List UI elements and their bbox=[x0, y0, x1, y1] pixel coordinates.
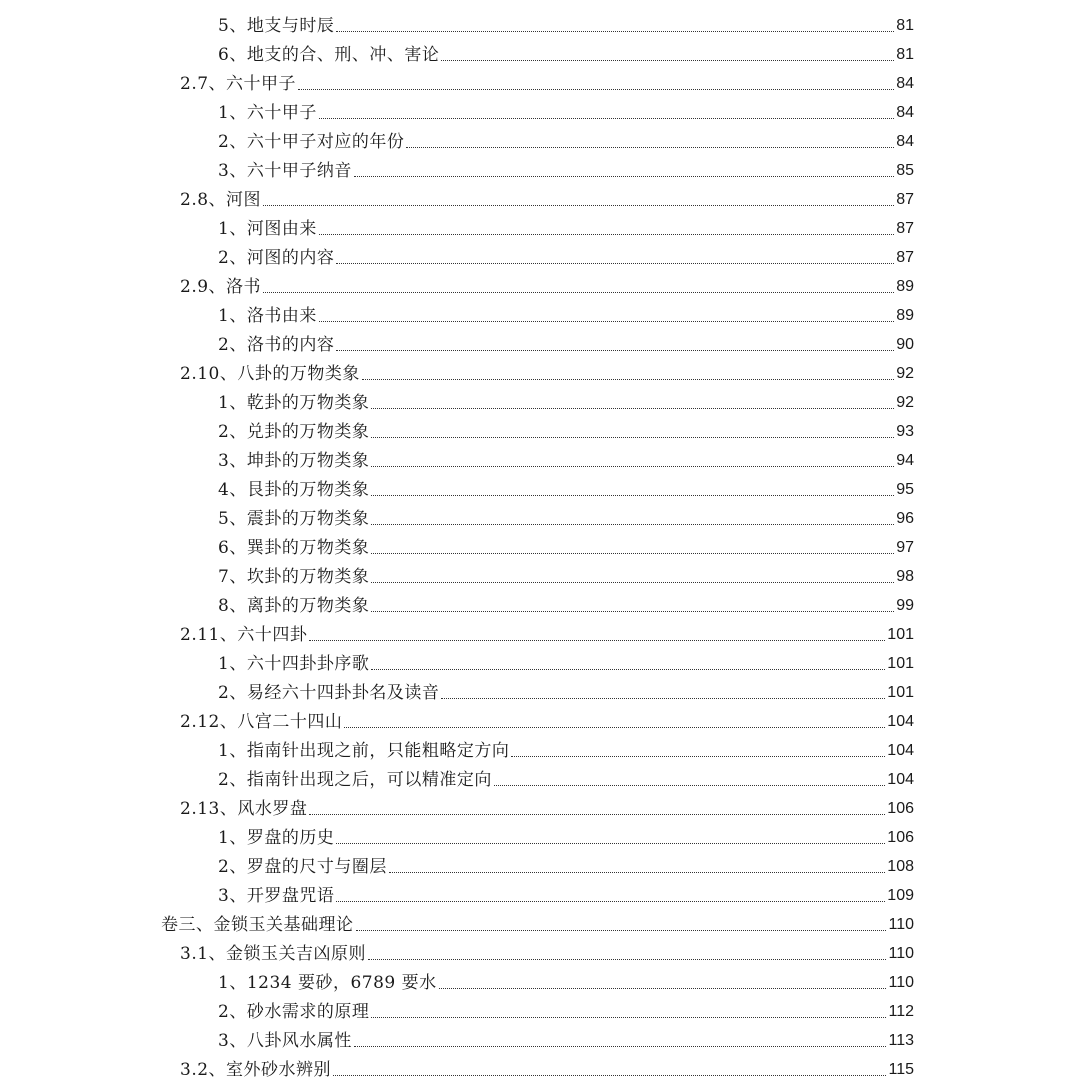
toc-entry-page-number: 101 bbox=[887, 684, 914, 701]
toc-entry-title: 1、1234 要砂，6789 要水 bbox=[218, 973, 437, 993]
toc-dot-leader bbox=[336, 263, 894, 264]
toc-dot-leader bbox=[389, 872, 885, 873]
toc-entry[interactable] bbox=[218, 878, 914, 907]
toc-entry[interactable] bbox=[218, 327, 914, 356]
toc-entry[interactable] bbox=[218, 414, 914, 443]
toc-entry-title: 1、指南针出现之前，只能粗略定方向 bbox=[218, 741, 510, 761]
toc-entry-title: 6、巽卦的万物类象 bbox=[218, 538, 370, 558]
toc-entry-title: 1、河图由来 bbox=[218, 219, 317, 239]
toc-entry-title: 3、坤卦的万物类象 bbox=[218, 451, 370, 471]
toc-entry-page-number: 84 bbox=[896, 75, 914, 92]
toc-entry[interactable] bbox=[180, 269, 914, 298]
toc-entry-page-number: 108 bbox=[887, 858, 914, 875]
toc-entry-page-number: 101 bbox=[887, 655, 914, 672]
toc-entry[interactable] bbox=[180, 936, 914, 965]
toc-entry-title: 5、地支与时辰 bbox=[218, 16, 335, 36]
toc-entry-page-number: 104 bbox=[887, 742, 914, 759]
toc-dot-leader bbox=[371, 408, 894, 409]
toc-dot-leader bbox=[362, 379, 894, 380]
toc-dot-leader bbox=[511, 756, 885, 757]
toc-entry-title: 3.2、室外砂水辨别 bbox=[180, 1060, 332, 1080]
toc-entry[interactable] bbox=[180, 617, 914, 646]
toc-entry[interactable] bbox=[218, 124, 914, 153]
toc-entry-page-number: 89 bbox=[896, 307, 914, 324]
toc-entry-page-number: 96 bbox=[896, 510, 914, 527]
toc-entry-page-number: 112 bbox=[888, 1003, 914, 1020]
toc-entry-page-number: 101 bbox=[887, 626, 914, 643]
toc-entry-title: 2.10、八卦的万物类象 bbox=[180, 364, 360, 384]
toc-entry[interactable] bbox=[218, 443, 914, 472]
toc-entry[interactable] bbox=[218, 994, 914, 1023]
toc-entry-title: 2、六十甲子对应的年份 bbox=[218, 132, 405, 152]
toc-dot-leader bbox=[319, 321, 894, 322]
toc-entry-title: 1、洛书由来 bbox=[218, 306, 317, 326]
toc-entry-title: 2、指南针出现之后，可以精准定向 bbox=[218, 770, 492, 790]
toc-dot-leader bbox=[263, 292, 894, 293]
toc-entry[interactable] bbox=[218, 849, 914, 878]
toc-entry-page-number: 106 bbox=[887, 829, 914, 846]
toc-entry-page-number: 85 bbox=[896, 162, 914, 179]
toc-entry-page-number: 110 bbox=[888, 974, 914, 991]
toc-entry-page-number: 97 bbox=[896, 539, 914, 556]
toc-entry[interactable] bbox=[218, 646, 914, 675]
toc-entry-page-number: 81 bbox=[896, 46, 914, 63]
toc-entry[interactable] bbox=[218, 95, 914, 124]
toc-entry[interactable] bbox=[180, 1052, 914, 1081]
toc-entry-title: 1、六十四卦卦序歌 bbox=[218, 654, 370, 674]
toc-dot-leader bbox=[441, 698, 885, 699]
toc-entry-title: 2.11、六十四卦 bbox=[180, 625, 308, 645]
toc-dot-leader bbox=[371, 553, 894, 554]
toc-entry-title: 3、开罗盘咒语 bbox=[218, 886, 335, 906]
toc-entry-title: 3、六十甲子纳音 bbox=[218, 161, 352, 181]
toc-entry-title: 2、河图的内容 bbox=[218, 248, 335, 268]
toc-entry-page-number: 89 bbox=[896, 278, 914, 295]
toc-entry[interactable] bbox=[218, 965, 914, 994]
toc-dot-leader bbox=[356, 930, 887, 931]
toc-dot-leader bbox=[439, 988, 887, 989]
toc-entry[interactable] bbox=[218, 211, 914, 240]
toc-entry[interactable] bbox=[180, 704, 914, 733]
toc-entry[interactable] bbox=[180, 791, 914, 820]
toc-dot-leader bbox=[494, 785, 885, 786]
toc-entry-page-number: 92 bbox=[896, 394, 914, 411]
toc-entry-page-number: 113 bbox=[888, 1032, 914, 1049]
toc-entry-title: 8、离卦的万物类象 bbox=[218, 596, 370, 616]
toc-dot-leader bbox=[263, 205, 894, 206]
toc-entry-title: 2、罗盘的尺寸与圈层 bbox=[218, 857, 387, 877]
toc-dot-leader bbox=[333, 1075, 886, 1076]
toc-entry-title: 5、震卦的万物类象 bbox=[218, 509, 370, 529]
toc-entry-page-number: 87 bbox=[896, 220, 914, 237]
toc-entry-title: 3.1、金锁玉关吉凶原则 bbox=[180, 944, 367, 964]
toc-dot-leader bbox=[368, 959, 886, 960]
toc-entry-title: 1、乾卦的万物类象 bbox=[218, 393, 370, 413]
toc-dot-leader bbox=[344, 727, 885, 728]
toc-entry-page-number: 104 bbox=[887, 771, 914, 788]
toc-entry[interactable] bbox=[218, 385, 914, 414]
toc-dot-leader bbox=[336, 31, 894, 32]
toc-entry-page-number: 104 bbox=[887, 713, 914, 730]
toc-entry[interactable] bbox=[180, 182, 914, 211]
toc-entry-title: 2.9、洛书 bbox=[180, 277, 262, 297]
toc-dot-leader bbox=[319, 234, 894, 235]
toc-entry[interactable] bbox=[218, 298, 914, 327]
toc-entry-page-number: 95 bbox=[896, 481, 914, 498]
toc-entry[interactable] bbox=[218, 1023, 914, 1052]
toc-entry-page-number: 98 bbox=[896, 568, 914, 585]
toc-entry[interactable] bbox=[180, 356, 914, 385]
toc-dot-leader bbox=[336, 843, 885, 844]
toc-entry-title: 2.8、河图 bbox=[180, 190, 262, 210]
toc-dot-leader bbox=[406, 147, 894, 148]
toc-entry-page-number: 94 bbox=[896, 452, 914, 469]
toc-entry[interactable] bbox=[218, 37, 914, 66]
toc-entry-page-number: 81 bbox=[896, 17, 914, 34]
toc-entry-title: 卷三、金锁玉关基础理论 bbox=[161, 915, 354, 935]
toc-entry-title: 3、八卦风水属性 bbox=[218, 1031, 352, 1051]
toc-entry-title: 2.7、六十甲子 bbox=[180, 74, 297, 94]
toc-entry-title: 2、易经六十四卦卦名及读音 bbox=[218, 683, 440, 703]
toc-entry[interactable] bbox=[218, 733, 914, 762]
toc-entry[interactable] bbox=[218, 588, 914, 617]
toc-dot-leader bbox=[371, 1017, 886, 1018]
toc-entry-title: 6、地支的合、刑、冲、害论 bbox=[218, 45, 440, 65]
toc-dot-leader bbox=[354, 176, 894, 177]
toc-dot-leader bbox=[336, 901, 885, 902]
toc-entry[interactable] bbox=[218, 559, 914, 588]
toc-dot-leader bbox=[371, 437, 894, 438]
toc-entry-title: 4、艮卦的万物类象 bbox=[218, 480, 370, 500]
toc-entry-page-number: 115 bbox=[888, 1061, 914, 1078]
toc-entry[interactable] bbox=[218, 472, 914, 501]
toc-dot-leader bbox=[371, 495, 894, 496]
toc-dot-leader bbox=[371, 466, 894, 467]
toc-entry-page-number: 84 bbox=[896, 104, 914, 121]
toc-entry-title: 1、罗盘的历史 bbox=[218, 828, 335, 848]
toc-entry-page-number: 87 bbox=[896, 191, 914, 208]
clipped-top-entry bbox=[218, 0, 914, 8]
toc-entry-title: 2.12、八宫二十四山 bbox=[180, 712, 343, 732]
toc-entry-page-number: 106 bbox=[887, 800, 914, 817]
toc-dot-leader bbox=[336, 350, 894, 351]
toc-entry[interactable] bbox=[218, 530, 914, 559]
toc-entry[interactable] bbox=[218, 8, 914, 37]
toc-entry-title: 2、洛书的内容 bbox=[218, 335, 335, 355]
toc-dot-leader bbox=[298, 89, 894, 90]
toc-entry-page-number: 110 bbox=[888, 916, 914, 933]
toc-entry[interactable] bbox=[218, 240, 914, 269]
toc-entry[interactable] bbox=[218, 820, 914, 849]
toc-dot-leader bbox=[319, 118, 894, 119]
toc-entry-page-number: 87 bbox=[896, 249, 914, 266]
toc-entry-page-number: 92 bbox=[896, 365, 914, 382]
toc-entry-page-number: 90 bbox=[896, 336, 914, 353]
toc-dot-leader bbox=[371, 524, 894, 525]
toc-entry-page-number: 93 bbox=[896, 423, 914, 440]
toc-dot-leader bbox=[309, 640, 885, 641]
toc-entry[interactable] bbox=[180, 66, 914, 95]
toc-entry-page-number: 110 bbox=[888, 945, 914, 962]
toc-entry-title: 1、六十甲子 bbox=[218, 103, 317, 123]
toc-entry-title: 2.13、风水罗盘 bbox=[180, 799, 308, 819]
toc-entry-title: 2、砂水需求的原理 bbox=[218, 1002, 370, 1022]
toc-dot-leader bbox=[371, 611, 894, 612]
toc-dot-leader bbox=[371, 669, 885, 670]
toc-entry-page-number: 84 bbox=[896, 133, 914, 150]
toc-dot-leader bbox=[441, 60, 894, 61]
toc-entry[interactable] bbox=[218, 762, 914, 791]
toc-entry-title: 2、兑卦的万物类象 bbox=[218, 422, 370, 442]
toc-entry[interactable] bbox=[218, 501, 914, 530]
toc-dot-leader bbox=[354, 1046, 887, 1047]
toc-dot-leader bbox=[371, 582, 894, 583]
toc-entry[interactable] bbox=[218, 675, 914, 704]
toc-entry-title: 7、坎卦的万物类象 bbox=[218, 567, 370, 587]
toc-entry[interactable] bbox=[161, 907, 914, 936]
toc-entry-page-number: 99 bbox=[896, 597, 914, 614]
toc-entry[interactable] bbox=[218, 153, 914, 182]
toc-entry-page-number: 109 bbox=[887, 887, 914, 904]
toc-dot-leader bbox=[309, 814, 885, 815]
